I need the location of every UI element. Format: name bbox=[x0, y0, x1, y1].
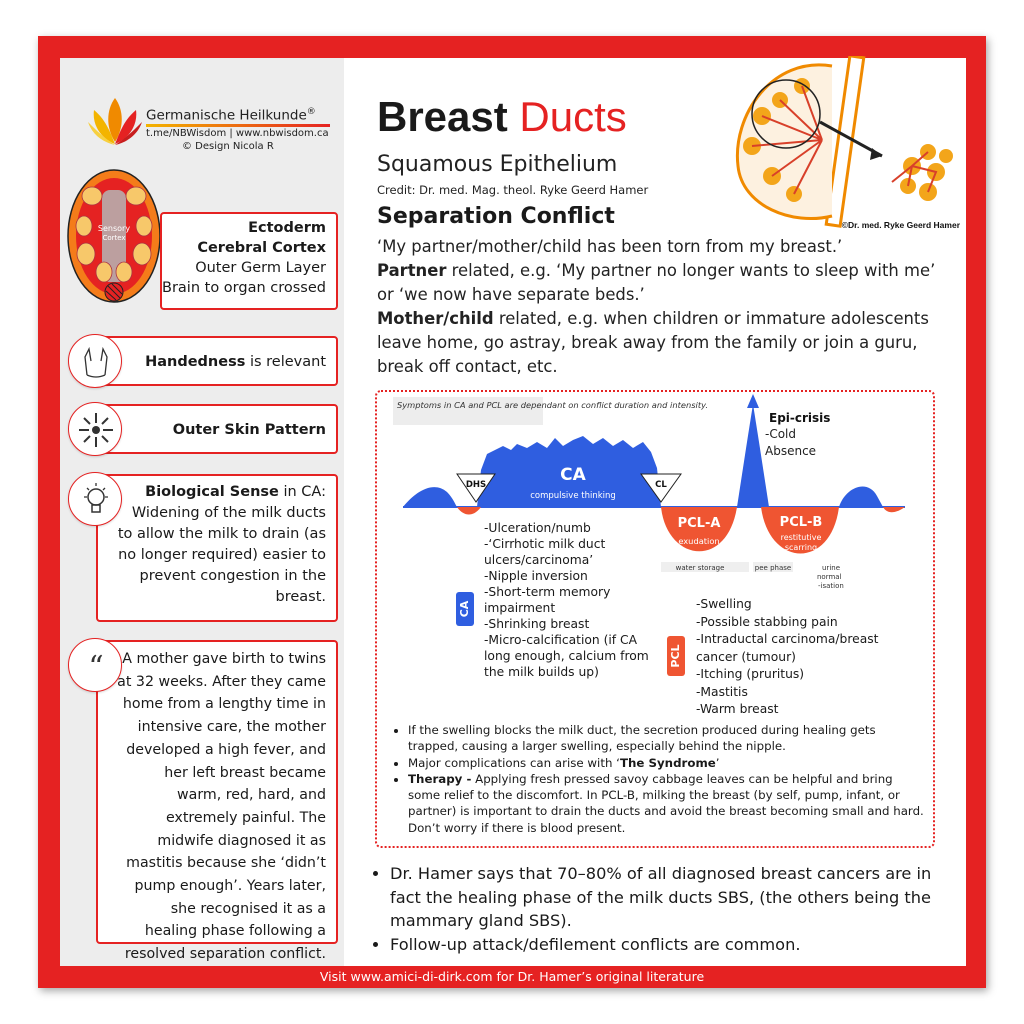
brain-cortex-icon bbox=[66, 168, 162, 304]
ca-tag bbox=[456, 592, 474, 626]
water-storage-label: water storage bbox=[675, 564, 725, 572]
biological-sense-text: Widening of the milk ducts to allow the milk to drain (as no longer required) easier to prevent congestion in the breast. bbox=[117, 505, 326, 605]
ca-phase-sub: compulsive thinking bbox=[530, 491, 616, 501]
handedness-box: Handedness is relevant bbox=[96, 336, 338, 386]
conflict-title: Separation Conflict bbox=[377, 204, 615, 229]
pre-dhs-wave-down bbox=[457, 507, 481, 515]
ca-symptom: -Short-term memory impairment bbox=[484, 585, 611, 615]
page-title: Breast Ducts bbox=[377, 93, 627, 140]
logo-links: t.me/NBWisdom | www.nbwisdom.ca bbox=[146, 128, 329, 139]
pcl-a-sub: exudation bbox=[678, 536, 720, 546]
post-wave-up bbox=[839, 487, 883, 507]
germ-layer-ectoderm: Ectoderm bbox=[248, 220, 326, 236]
partner-paragraph: Partner related, e.g. ‘My partner no longer wants to sleep with me’ or ‘we now have separate beds.’ bbox=[377, 261, 936, 304]
footer-text: Visit www.amici-di-dirk.com for Dr. Hamer’s original literature bbox=[319, 969, 705, 984]
urine-label-2: normal bbox=[817, 573, 842, 581]
epi-crisis-title: Epi-crisis bbox=[769, 411, 831, 425]
pcl-symptom: -Possible stabbing pain bbox=[696, 614, 838, 629]
mother-child-paragraph: Mother/child related, e.g. when children or immature adolescents leave home, go astray, break away from the family or join a guru, break off contact, etc. bbox=[377, 309, 929, 376]
note-hamer: • Dr. Hamer says that 70–80% of all diagnosed breast cancers are in fact the healing phase of the milk ducts SBS, (the others being the mammary gland SBS). bbox=[390, 862, 941, 933]
svg-text:“: “ bbox=[88, 650, 104, 685]
ca-symptom: -Micro-calcification (if CA long enough, calcium from the milk builds up) bbox=[484, 633, 649, 679]
ca-symptom-list bbox=[484, 520, 664, 680]
hands-icon bbox=[68, 334, 122, 388]
breast-ducts-illustration bbox=[732, 56, 964, 234]
pcl-tag bbox=[667, 636, 685, 676]
ca-symptom: -Nipple inversion bbox=[484, 569, 588, 583]
ca-symptom: -Shrinking breast bbox=[484, 617, 590, 631]
note-swelling: • If the swelling blocks the milk duct, the secretion produced during healing gets trapped, causing a larger swelling, especially behind the nipple. bbox=[408, 722, 924, 755]
pcl-b-label: PCL-B bbox=[779, 515, 823, 530]
post-wave-down bbox=[883, 507, 905, 512]
urine-label-3: -isation bbox=[818, 582, 844, 590]
conflict-quote: ‘My partner/mother/child has been torn from my breast.’ bbox=[377, 237, 843, 256]
biological-sense-box: Biological Sense in CA: Widening of the milk ducts to allow the milk to drain (as no longer required) easier to prevent congestion in the breast. bbox=[96, 474, 338, 622]
pcl-symptom: -Swelling bbox=[696, 597, 752, 611]
brain-label-cortex: Cortex bbox=[102, 234, 126, 242]
brain-label-sensory: Sensory bbox=[97, 224, 131, 233]
conflict-description bbox=[377, 235, 937, 379]
germ-layer-outer: Outer Germ Layer bbox=[195, 260, 326, 276]
logo-title: Germanische Heilkunde® bbox=[146, 107, 316, 124]
bottom-notes bbox=[376, 862, 941, 956]
note-therapy: • Therapy - Applying fresh pressed savoy cabbage leaves can be helpful and bring some relief to the discomfort. In PCL-B, milking the breast (by self, pump, infant, or partner) is important to drain the ducts and avoid the breast becoming small and hard. Don’t worry if there is blood present. bbox=[408, 771, 924, 836]
epi-crisis-absence: Absence bbox=[765, 444, 817, 458]
ca-phase-label: CA bbox=[560, 465, 586, 485]
pcl-symptom-list bbox=[696, 596, 906, 719]
urine-label-1: urine bbox=[822, 564, 841, 572]
germ-layer-crossed: Brain to organ crossed bbox=[162, 280, 326, 296]
chart-notes bbox=[394, 722, 924, 836]
svg-text:PCL: PCL bbox=[669, 644, 682, 668]
quote-icon bbox=[68, 638, 122, 692]
pcl-symptom: -Warm breast bbox=[696, 702, 779, 716]
cl-marker: CL bbox=[655, 480, 667, 490]
pcl-b-sub2: scarring bbox=[784, 543, 818, 552]
pcl-a-label: PCL-A bbox=[677, 516, 721, 531]
pee-phase-label: pee phase bbox=[754, 564, 792, 572]
note-follow-up: • Follow-up attack/defilement conflicts are common. bbox=[390, 933, 941, 957]
skin-pattern-box: Outer Skin Pattern bbox=[96, 404, 338, 454]
case-story-text: A mother gave birth to twins at 32 weeks. After they came home from a lengthy time in intensive care, the mother developed a high fever, and her left breast became warm, red, hard, and extremely painful. The midwife diagnosed it as mastitis because she ‘didn’t pump enough’. Years later, she recognised it as a healing phase following a resolved separation conflict. bbox=[117, 651, 326, 963]
design-credit: © Design Nicola R bbox=[182, 141, 274, 152]
svg-text:CA: CA bbox=[458, 600, 471, 618]
author-credit: Credit: Dr. med. Mag. theol. Ryke Geerd Hamer bbox=[377, 183, 649, 197]
pre-dhs-wave-up bbox=[403, 487, 457, 507]
logo-underline bbox=[146, 124, 330, 127]
chart-note-line1: Symptoms in CA and PCL are dependant on conflict duration and intensity. bbox=[397, 400, 708, 410]
lotus-logo-icon bbox=[86, 92, 144, 150]
pcl-symptom: -Mastitis bbox=[696, 684, 748, 699]
image-credit: ©Dr. med. Ryke Geerd Hamer bbox=[841, 220, 960, 230]
burst-icon bbox=[68, 402, 122, 456]
dhs-marker: DHS bbox=[465, 480, 487, 490]
case-story-box bbox=[96, 640, 338, 963]
epi-crisis-cold: -Cold bbox=[765, 427, 797, 441]
ca-symptom: -Ulceration/numb bbox=[484, 521, 591, 535]
germ-layer-box bbox=[160, 212, 338, 310]
page-subtitle: Squamous Epithelium bbox=[377, 152, 618, 177]
pcl-symptom: -Itching (pruritus) bbox=[696, 667, 805, 681]
ca-symptom: -‘Cirrhotic milk duct ulcers/carcinoma’ bbox=[484, 537, 606, 567]
germ-layer-cortex: Cerebral Cortex bbox=[197, 240, 326, 256]
note-syndrome: • Major complications can arise with ‘The Syndrome’ bbox=[408, 755, 924, 771]
pcl-b-sub1: restitutive bbox=[780, 533, 822, 542]
lightbulb-icon bbox=[68, 472, 122, 526]
pcl-symptom: -Intraductal carcinoma/breast cancer (tumour) bbox=[696, 632, 879, 664]
